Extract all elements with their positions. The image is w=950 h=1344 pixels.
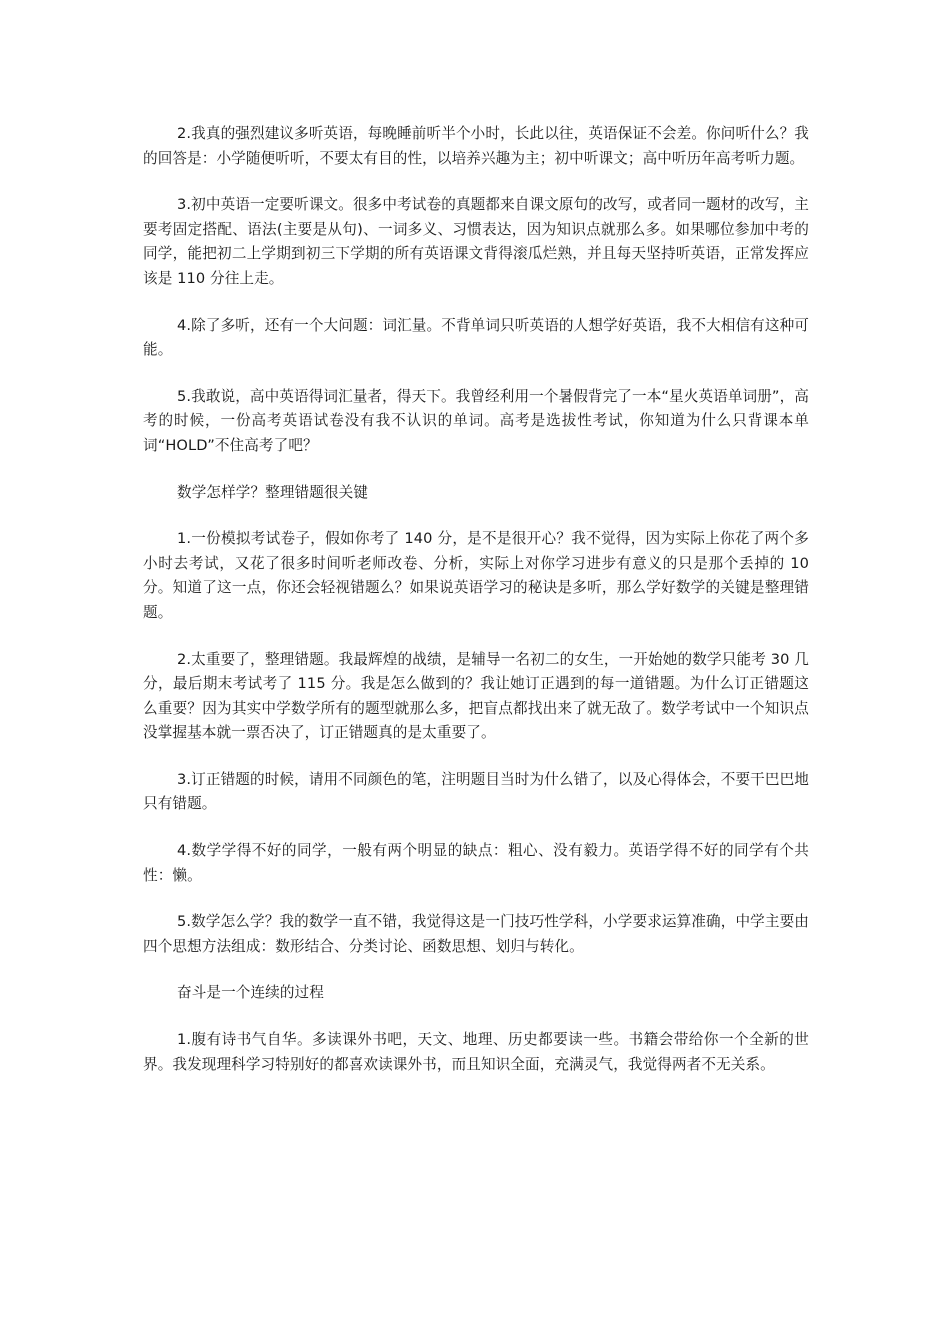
paragraph-math-5: 5.数学怎么学？我的数学一直不错，我觉得这是一门技巧性学科，小学要求运算准确，中学主要由四个思想方法组成：数形结合、分类讨论、函数思想、划归与转化。 [143,913,809,955]
document-page [143,122,809,1099]
paragraph-english-2: 2.我真的强烈建议多听英语，每晚睡前听半个小时，长此以往，英语保证不会差。你问听什么？我的回答是：小学随便听听，不要太有目的性，以培养兴趣为主；初中听课文；高中听历年高考听力题。 [143,125,809,167]
paragraph-math-2: 2.太重要了，整理错题。我最辉煌的战绩，是辅导一名初二的女生，一开始她的数学只能考 30 几分，最后期末考试考了 115 分。我是怎么做到的？我让她订正遇到的每一道错题。为什么订正错题这么重要？因为其实中学数学所有的题型就那么多，把盲点都找出来了就无敌了。数学考试中一个知识点没掌握基本就一票否决了，订正错题真的是太重要了。 [143,650,809,742]
section-heading-struggle: 奋斗是一个连续的过程 [177,984,324,1002]
paragraph-struggle-1: 1.腹有诗书气自华。多读课外书吧，天文、地理、历史都要读一些。书籍会带给你一个全新的世界。我发现理科学习特别好的都喜欢读课外书，而且知识全面，充满灵气，我觉得两者不无关系。 [143,1031,809,1073]
paragraph-english-3: 3.初中英语一定要听课文。很多中考试卷的真题都来自课文原句的改写，或者同一题材的改写，主要考固定搭配、语法(主要是从句)、一词多义、习惯表达，因为知识点就那么多。如果哪位参加中考的同学，能把初二上学期到初三下学期的所有英语课文背得滚瓜烂熟，并且每天坚持听英语，正常发挥应该是 110 分往上走。 [143,196,809,287]
paragraph-math-1: 1.一份模拟考试卷子，假如你考了 140 分，是不是很开心？我不觉得，因为实际上你花了两个多小时去考试，又花了很多时间听老师改卷、分析，实际上对你学习进步有意义的只是那个丢掉的 10 分。知道了这一点，你还会轻视错题么？如果说英语学习的秘诀是多听，那么学好数学的关键是整理错题。 [143,530,809,621]
paragraph-english-5: 5.我敢说，高中英语得词汇量者，得天下。我曾经利用一个暑假背完了一本“星火英语单词册”，高考的时候，一份高考英语试卷没有我不认识的单词。高考是选拔性考试，你知道为什么只背课本单词“HOLD”不住高考了吧？ [143,387,809,454]
section-heading-math: 数学怎样学？整理错题很关键 [177,483,369,501]
paragraph-english-4: 4.除了多听，还有一个大问题：词汇量。不背单词只听英语的人想学好英语，我不大相信有这种可能。 [143,316,809,359]
paragraph-math-4: 4.数学学得不好的同学，一般有两个明显的缺点：粗心、没有毅力。英语学得不好的同学有个共性：懒。 [143,842,809,884]
paragraph-math-3: 3.订正错题的时候，请用不同颜色的笔，注明题目当时为什么错了，以及心得体会，不要干巴巴地只有错题。 [143,770,809,813]
